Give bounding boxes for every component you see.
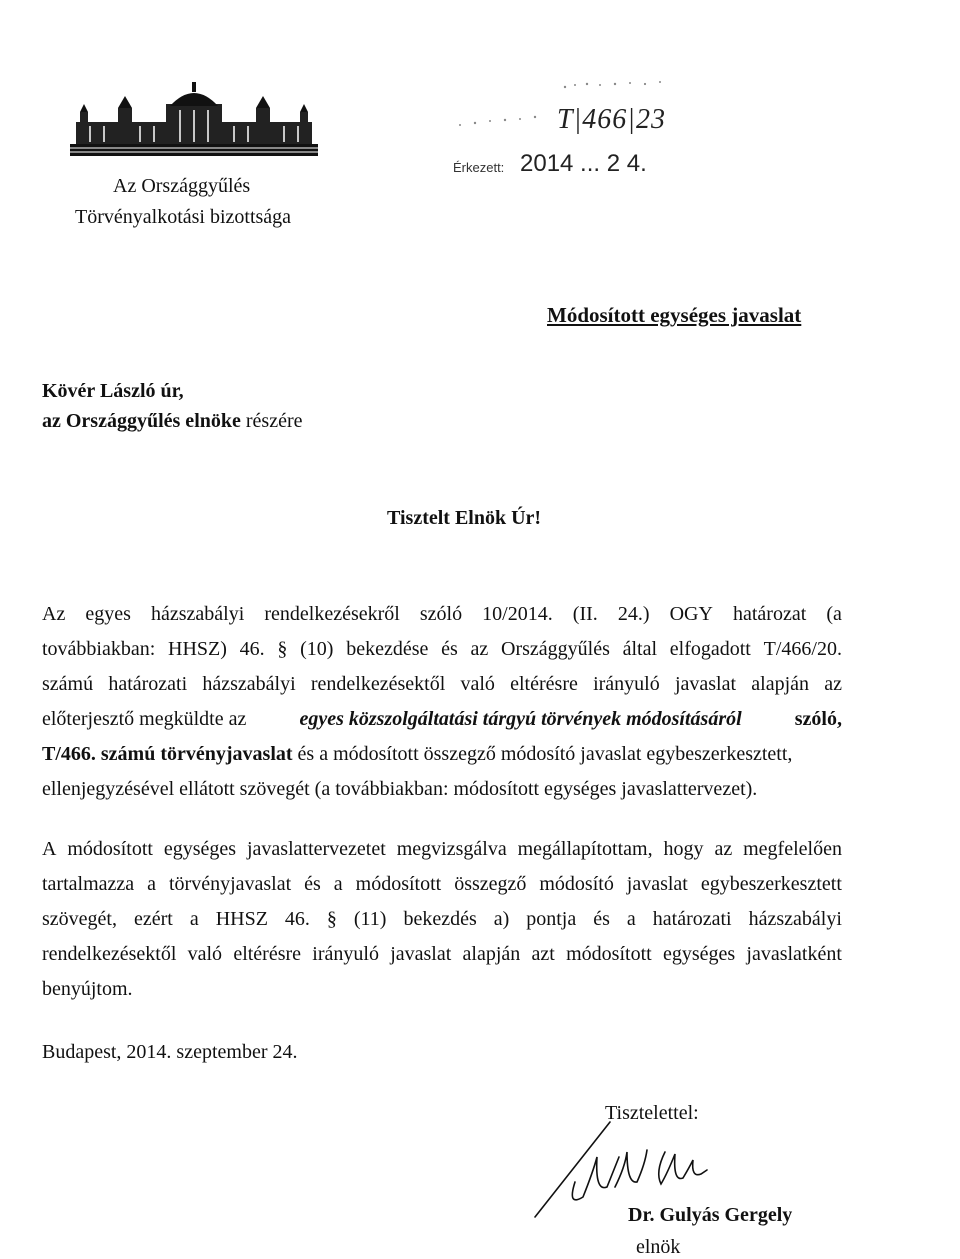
word: módosított <box>67 838 153 860</box>
word: a <box>626 908 636 930</box>
word: és <box>304 873 321 895</box>
word: határozati <box>108 673 188 695</box>
word: szóló <box>419 603 463 625</box>
signatory-name: Dr. Gulyás Gergely <box>628 1204 793 1226</box>
closing-label: Tisztelettel: <box>605 1102 699 1124</box>
word: való <box>187 943 223 965</box>
paragraph-text: benyújtom. <box>42 978 133 1000</box>
word: (II. <box>572 603 598 625</box>
word: rendelkezésekről <box>264 603 400 625</box>
document-title: Módosított egységes javaslat <box>547 303 802 327</box>
word: megállapítottam, <box>517 838 653 860</box>
paragraph-line <box>42 873 842 908</box>
word: § <box>277 638 288 660</box>
paragraph-line <box>42 743 842 778</box>
word: továbbiakban: <box>42 638 156 660</box>
word: való <box>460 673 495 695</box>
word: módosított <box>355 873 442 895</box>
stamp-received-label: Érkezett: <box>453 160 505 175</box>
word: megvizsgálva <box>396 838 507 860</box>
paragraph-line <box>42 603 842 638</box>
word: tartalmazza <box>42 873 135 895</box>
parliament-logo <box>70 82 318 160</box>
word: egyes <box>85 603 131 625</box>
body-paragraph-2 <box>42 838 842 1013</box>
word: módosító <box>539 873 614 895</box>
addressee-role-bold: az Országgyűlés elnöke <box>42 410 241 432</box>
word: HHSZ) <box>168 638 227 660</box>
word: ezért <box>133 908 173 930</box>
word: (a <box>826 603 842 625</box>
word: és <box>441 638 458 660</box>
word: azt <box>531 943 555 965</box>
word: számú <box>42 673 94 695</box>
word: irányuló <box>312 943 379 965</box>
body-paragraph-1 <box>42 603 842 813</box>
word: alapján <box>462 943 521 965</box>
word: javaslat <box>674 673 737 695</box>
word: T/466/20. <box>763 638 842 660</box>
word: az <box>714 838 733 860</box>
word: (11) <box>353 908 387 930</box>
bill-title-suffix: szóló, <box>794 708 842 730</box>
word: alapján <box>751 673 810 695</box>
word: pontja <box>526 908 577 930</box>
word: rendelkezésektől <box>42 943 177 965</box>
paragraph-line <box>42 838 842 873</box>
word: a) <box>493 908 510 930</box>
word: hogy <box>663 838 704 860</box>
word: házszabályi <box>748 908 842 930</box>
word: rendelkezésektől <box>310 673 446 695</box>
word: elfogadott <box>669 638 751 660</box>
word: egységes <box>163 838 237 860</box>
word: javaslatként <box>746 943 842 965</box>
word: és <box>593 908 610 930</box>
addressee-role <box>42 409 303 433</box>
word: egybeszerkesztett <box>700 873 842 895</box>
word: az <box>824 673 842 695</box>
word: bekezdése <box>346 638 429 660</box>
word: eltérésre <box>233 943 302 965</box>
addressee-role-suffix: részére <box>240 410 303 432</box>
word: HHSZ <box>215 908 268 930</box>
word: javaslat <box>390 943 452 965</box>
paragraph-line <box>42 778 842 813</box>
word: eltérésre <box>510 673 578 695</box>
paragraph-text: ellenjegyzésével ellátott szövegét (a továbbiakban: módosított egységes javaslattervezet). <box>42 778 758 800</box>
paragraph-text: és a módosított összegző módosító javaslat egybeszerkesztett, <box>292 743 793 765</box>
words-group: előterjesztő megküldte az <box>42 708 247 730</box>
paragraph-line <box>42 908 842 943</box>
paragraph-line <box>42 638 842 673</box>
org-name: Az Országgyűlés <box>113 175 251 197</box>
word: 24.) <box>617 603 650 625</box>
word: (10) <box>300 638 334 660</box>
paragraph-line <box>42 673 842 708</box>
word: megfelelően <box>743 838 842 860</box>
word: által <box>622 638 658 660</box>
word: 46. <box>284 908 310 930</box>
word: egységes <box>662 943 736 965</box>
paragraph-line <box>42 943 842 978</box>
salutation: Tisztelt Elnök Úr! <box>387 507 542 529</box>
paragraph-line <box>42 708 842 743</box>
word: a <box>333 873 343 895</box>
word: házszabályi <box>151 603 245 625</box>
word: irányuló <box>593 673 660 695</box>
word: házszabályi <box>202 673 296 695</box>
word: törvényjavaslat <box>168 873 292 895</box>
word: 46. <box>239 638 265 660</box>
word: összegző <box>454 873 527 895</box>
word: Országgyűlés <box>501 638 610 660</box>
word: határozat <box>732 603 807 625</box>
word: módosított <box>566 943 652 965</box>
word: A <box>42 838 57 860</box>
word: Az <box>42 603 66 625</box>
signatory-title: elnök <box>636 1236 681 1258</box>
word: bekezdés <box>403 908 477 930</box>
bill-number: T/466. számú törvényjavaslat <box>42 743 293 765</box>
stamp-registration-code: T|466|23 <box>557 104 666 135</box>
word: OGY <box>669 603 713 625</box>
word: az <box>470 638 489 660</box>
word: a <box>147 873 157 895</box>
word: a <box>189 908 199 930</box>
stamp-received-date: 2014 ... 2 4. <box>520 150 647 177</box>
org-committee: Törvényalkotási bizottsága <box>75 206 292 228</box>
word: javaslattervezetet <box>247 838 386 860</box>
word: szövegét, <box>42 908 117 930</box>
word: javaslat <box>626 873 688 895</box>
bill-title-italic: egyes közszolgáltatási tárgyú törvények módosításáról <box>299 708 742 730</box>
place-date: Budapest, 2014. szeptember 24. <box>42 1041 298 1063</box>
paragraph-line <box>42 978 842 1013</box>
word: § <box>326 908 337 930</box>
word: határozati <box>652 908 732 930</box>
word: 10/2014. <box>482 603 553 625</box>
addressee-name: Kövér László úr, <box>42 380 184 402</box>
